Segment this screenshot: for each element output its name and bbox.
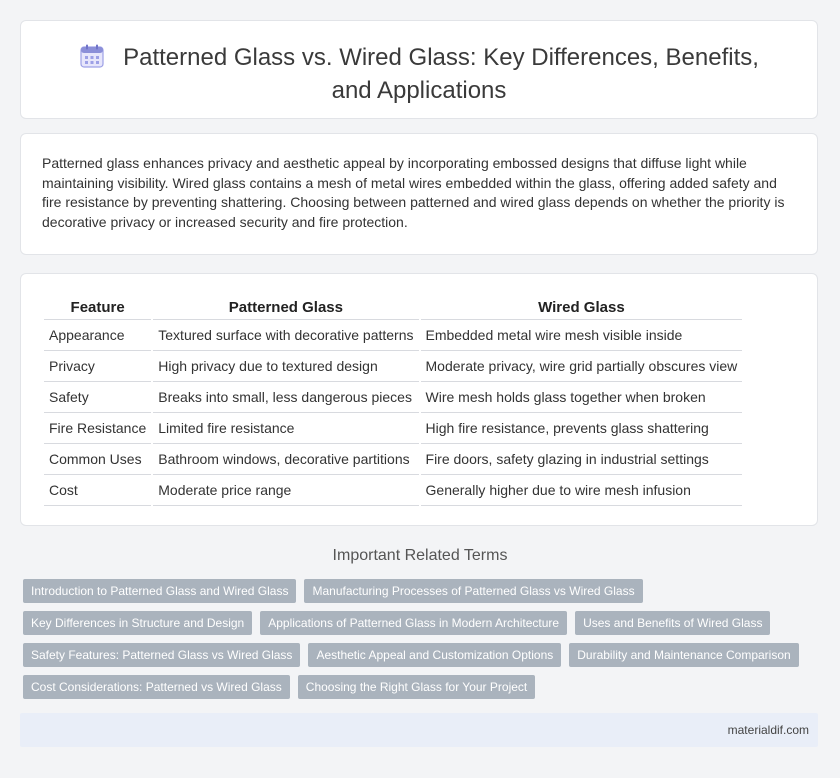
table-cell: Embedded metal wire mesh visible inside <box>421 319 743 350</box>
related-term-link[interactable]: Aesthetic Appeal and Customization Options <box>308 643 561 667</box>
header-wired-glass: Wired Glass <box>538 299 625 316</box>
tag-row <box>23 643 803 667</box>
table-cell: Fire Resistance <box>44 412 151 443</box>
related-term-link[interactable]: Durability and Maintenance Comparison <box>569 643 798 667</box>
header-feature: Feature <box>70 299 125 316</box>
related-term-link[interactable]: Safety Features: Patterned Glass vs Wired Glass <box>23 643 300 667</box>
table-row <box>44 319 742 350</box>
table-cell: Textured surface with decorative patterns <box>153 319 418 350</box>
table-cell: Common Uses <box>44 443 151 474</box>
related-term-link[interactable]: Key Differences in Structure and Design <box>23 611 252 635</box>
footer-site-name: materialdif.com <box>727 723 809 737</box>
tag-row <box>23 579 803 603</box>
table-cell: Moderate privacy, wire grid partially obscures view <box>421 350 743 381</box>
table-cell: Wire mesh holds glass together when broken <box>421 381 743 412</box>
table-cell: High privacy due to textured design <box>153 350 418 381</box>
table-cell: Privacy <box>44 350 151 381</box>
intro-card <box>20 133 818 255</box>
tag-row <box>23 611 803 635</box>
table-row <box>44 350 742 381</box>
related-terms-list <box>23 579 803 707</box>
footer <box>20 713 818 747</box>
comparison-table <box>42 296 744 506</box>
calendar-icon <box>79 43 105 76</box>
related-term-link[interactable]: Choosing the Right Glass for Your Project <box>298 675 535 699</box>
table-cell: Appearance <box>44 319 151 350</box>
table-row <box>44 443 742 474</box>
related-term-link[interactable]: Introduction to Patterned Glass and Wired Glass <box>23 579 296 603</box>
page-title: Patterned Glass vs. Wired Glass: Key Differences, Benefits, and Applications <box>123 44 759 104</box>
table-cell: High fire resistance, prevents glass shattering <box>421 412 743 443</box>
related-term-link[interactable]: Applications of Patterned Glass in Modern Architecture <box>260 611 567 635</box>
comparison-card <box>20 273 818 526</box>
related-term-link[interactable]: Uses and Benefits of Wired Glass <box>575 611 770 635</box>
table-cell: Generally higher due to wire mesh infusion <box>421 474 743 506</box>
table-row <box>44 412 742 443</box>
tag-row <box>23 675 803 699</box>
table-cell: Fire doors, safety glazing in industrial settings <box>421 443 743 474</box>
table-row <box>44 474 742 506</box>
table-cell: Bathroom windows, decorative partitions <box>153 443 418 474</box>
page-title-wrap <box>61 43 777 105</box>
table-row <box>44 381 742 412</box>
related-terms-title: Important Related Terms <box>332 547 508 564</box>
related-term-link[interactable]: Cost Considerations: Patterned vs Wired Glass <box>23 675 290 699</box>
table-cell: Breaks into small, less dangerous pieces <box>153 381 418 412</box>
table-header-row <box>44 296 742 319</box>
related-term-link[interactable]: Manufacturing Processes of Patterned Glass vs Wired Glass <box>304 579 642 603</box>
intro-paragraph: Patterned glass enhances privacy and aesthetic appeal by incorporating embossed designs that diffuse light while maintaining visibility. Wired glass contains a mesh of metal wires embedded within the glass, offering added safety and fire resistance by preventing shattering. Choosing between patterned and wired glass depends on whether the priority is decorative privacy or increased security and fire protection. <box>42 155 785 230</box>
header-card <box>20 20 818 119</box>
table-cell: Cost <box>44 474 151 506</box>
table-cell: Safety <box>44 381 151 412</box>
table-cell: Limited fire resistance <box>153 412 418 443</box>
header-patterned-glass: Patterned Glass <box>228 299 343 316</box>
table-cell: Moderate price range <box>153 474 418 506</box>
